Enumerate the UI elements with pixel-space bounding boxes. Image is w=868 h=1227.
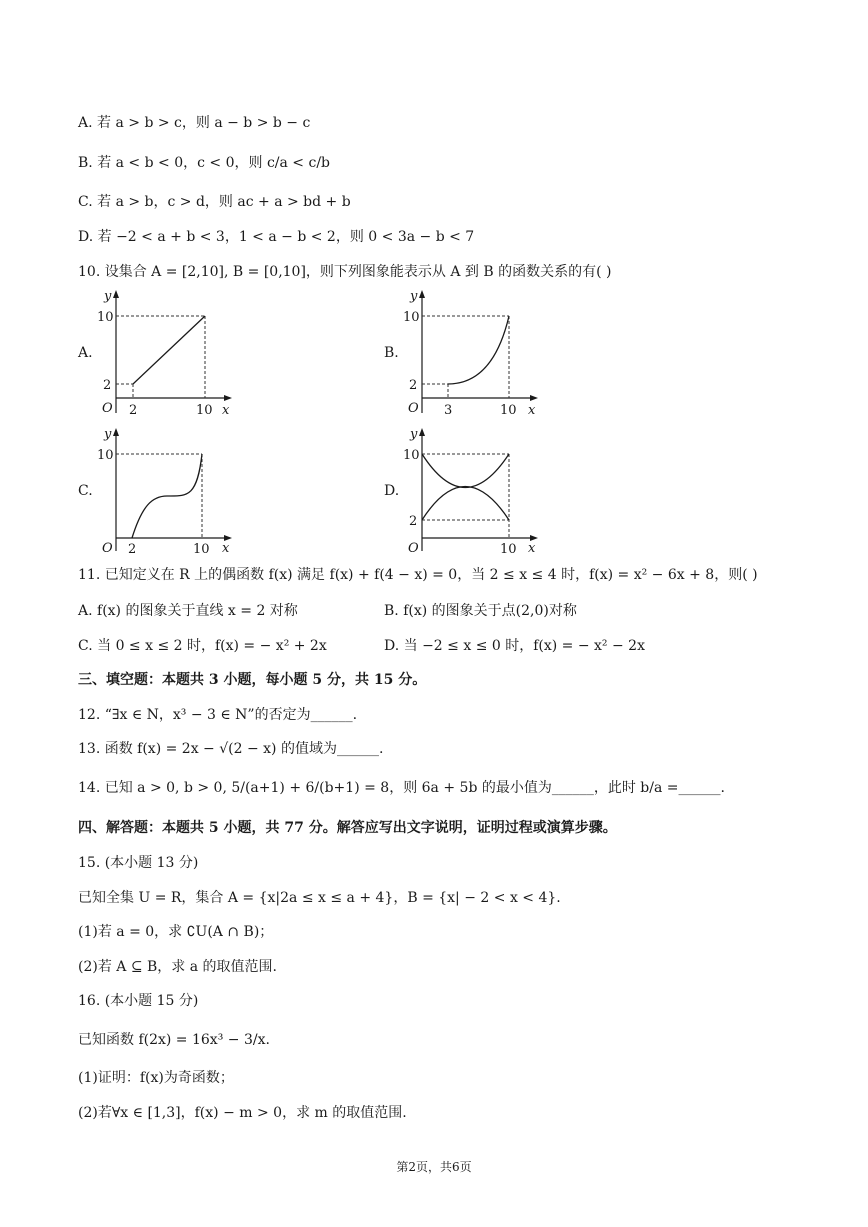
q15-part-1: (1)若 a = 0，求 ∁U(A ∩ B)； [78, 924, 274, 940]
graph-a-origin: O [102, 401, 113, 416]
graph-b [398, 288, 548, 418]
graph-a-x-label: x [222, 403, 230, 418]
graph-b-y-tick-2: 2 [409, 378, 418, 393]
q9-option-b: B. 若 a < b < 0，c < 0，则 c/a < c/b [78, 155, 330, 171]
graph-c-x-label: x [222, 541, 230, 556]
graph-b-y-label: y [410, 289, 418, 304]
graph-a-y-label: y [104, 289, 112, 304]
graph-a-y-tick-10: 10 [97, 310, 114, 325]
graph-a-label: A. [78, 345, 93, 361]
graph-d [398, 426, 548, 556]
q11-option-c: C. 当 0 ≤ x ≤ 2 时，f(x) = − x² + 2x [78, 638, 327, 654]
graph-c-origin: O [102, 541, 113, 556]
page-footer: 第2页，共6页 [396, 1160, 472, 1174]
graph-b-x-tick-10: 10 [500, 403, 517, 418]
q16-part-1: (1)证明：f(x)为奇函数； [78, 1070, 234, 1086]
graph-c-y-label: y [104, 427, 112, 442]
graph-d-label: D. [384, 483, 400, 499]
q11-stem: 11. 已知定义在 R 上的偶函数 f(x) 满足 f(x) + f(4 − x) = 0，当 2 ≤ x ≤ 4 时，f(x) = x² − 6x + 8，则( ) [78, 567, 758, 583]
q12: 12. “∃x ∈ N，x³ − 3 ∈ N”的否定为______. [78, 707, 358, 723]
graph-d-x-tick-10: 10 [500, 542, 517, 556]
q11-option-d: D. 当 −2 ≤ x ≤ 0 时，f(x) = − x² − 2x [384, 638, 645, 654]
graph-d-y-tick-10: 10 [403, 448, 420, 463]
section-4-heading: 四、解答题：本题共 5 小题，共 77 分。解答应写出文字说明，证明过程或演算步骤。 [78, 820, 617, 836]
q11-option-b: B. f(x) 的图象关于点(2,0)对称 [384, 603, 577, 619]
graph-b-label: B. [384, 345, 399, 361]
graph-a [92, 288, 242, 418]
q11-option-a: A. f(x) 的图象关于直线 x = 2 对称 [78, 603, 298, 619]
q9-option-a: A. 若 a > b > c，则 a − b > b − c [78, 115, 311, 131]
q10-stem: 10. 设集合 A = [2,10], B = [0,10]，则下列图象能表示从 A 到 B 的函数关系的有( ) [78, 264, 612, 280]
graph-b-origin: O [408, 401, 419, 416]
q16-part-2: (2)若∀x ∈ [1,3]，f(x) − m > 0，求 m 的取值范围. [78, 1105, 407, 1121]
graph-d-origin: O [408, 541, 419, 556]
graph-c [92, 426, 242, 556]
graph-a-y-tick-2: 2 [103, 378, 112, 393]
section-3-heading: 三、填空题：本题共 3 小题，每小题 5 分，共 15 分。 [78, 672, 427, 688]
q15-part-2: (2)若 A ⊆ B，求 a 的取值范围. [78, 959, 278, 975]
graph-b-x-label: x [528, 403, 536, 418]
graph-a-x-tick-2: 2 [129, 403, 138, 418]
graph-d-x-label: x [528, 541, 536, 556]
graph-c-label: C. [78, 483, 93, 499]
graph-c-y-tick-10: 10 [97, 448, 114, 463]
q9-option-c: C. 若 a > b，c > d，则 ac + a > bd + b [78, 194, 351, 210]
graph-d-y-label: y [410, 427, 418, 442]
q16-header: 16. (本小题 15 分) [78, 993, 199, 1009]
q15-stem: 已知全集 U = R，集合 A = {x|2a ≤ x ≤ a + 4}，B = {x| − 2 < x < 4}. [78, 890, 561, 906]
graph-c-x-tick-10: 10 [193, 542, 210, 556]
q14: 14. 已知 a > 0, b > 0, 5/(a+1) + 6/(b+1) = 8，则 6a + 5b 的最小值为______，此时 b/a =______. [78, 780, 725, 796]
q13: 13. 函数 f(x) = 2x − √(2 − x) 的值域为______. [78, 741, 384, 757]
graph-c-x-tick-2: 2 [128, 542, 137, 556]
q15-header: 15. (本小题 13 分) [78, 855, 199, 871]
graph-a-x-tick-10: 10 [196, 403, 213, 418]
graph-b-y-tick-10: 10 [403, 310, 420, 325]
q16-stem: 已知函数 f(2x) = 16x³ − 3/x. [78, 1032, 270, 1048]
graph-b-x-tick-3: 3 [444, 403, 453, 418]
graph-d-y-tick-2: 2 [409, 514, 418, 529]
q9-option-d: D. 若 −2 < a + b < 3，1 < a − b < 2，则 0 < 3a − b < 7 [78, 229, 475, 245]
